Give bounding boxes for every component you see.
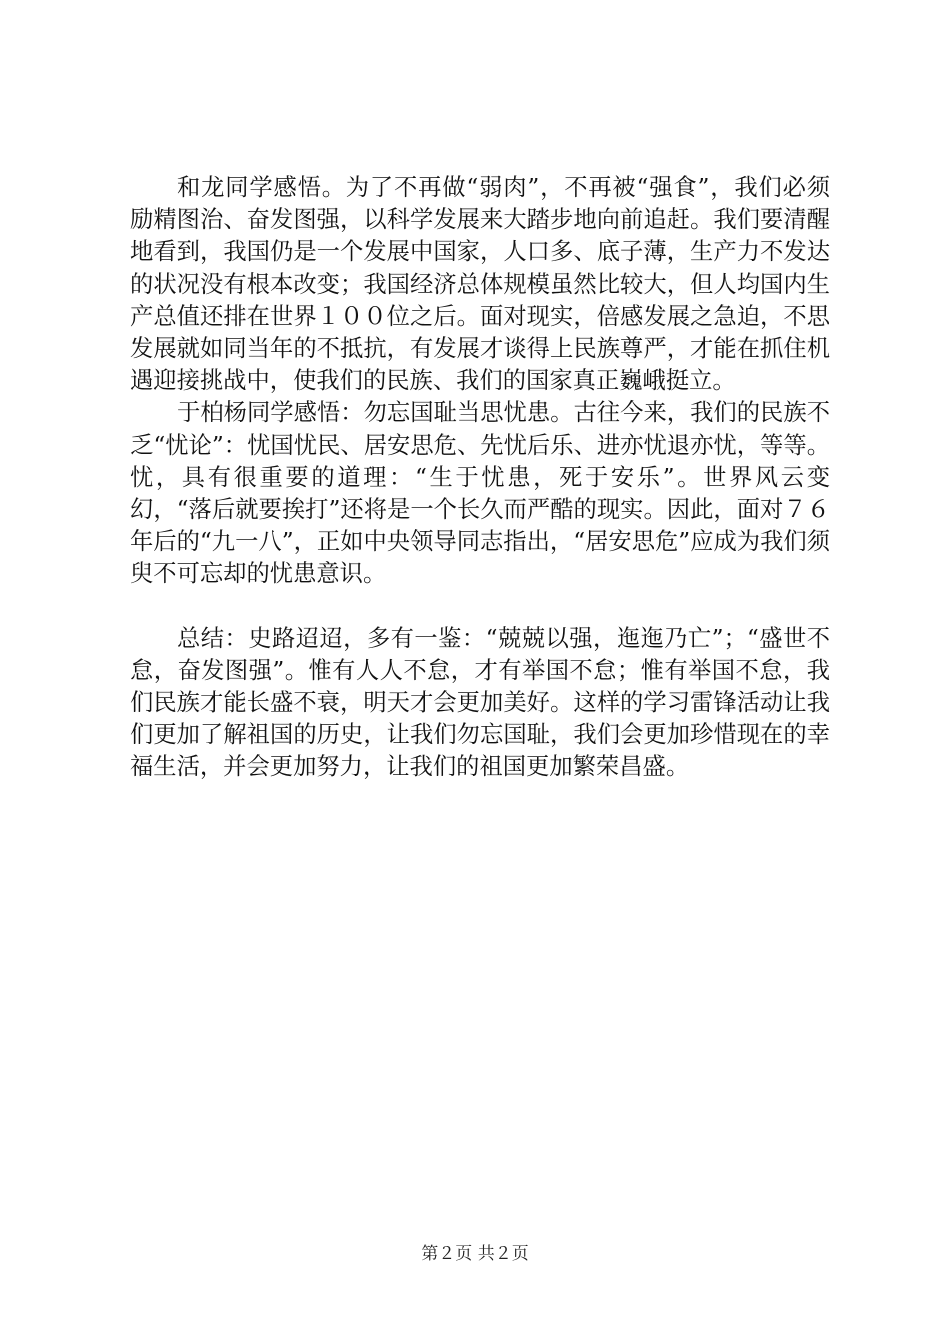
- paragraph-summary: 总结：史路迢迢，多有一鉴：“兢兢以强，迤迤乃亡”；“盛世不怠，奋发图强”。惟有人人不怠，才有举国不怠；惟有举国不怠，我们民族才能长盛不衰，明天才会更加美好。这样的学习雷锋活动让我们更加了解祖国的历史，让我们勿忘国耻，我们会更加珍惜现在的幸福生活，并会更加努力，让我们的祖国更加繁荣昌盛。: [130, 624, 830, 781]
- paragraph-he-long: 和龙同学感悟。为了不再做“弱肉”，不再被“强食”，我们必须励精图治、奋发图强，以科学发展来大踏步地向前追赶。我们要清醒地看到，我国仍是一个发展中国家，人口多、底子薄，生产力不发达的状况没有根本改变；我国经济总体规模虽然比较大，但人均国内生产总值还排在世界１００位之后。面对现实，倍感发展之急迫，不思发展就如同当年的不抵抗，有发展才谈得上民族尊严，才能在抓住机遇迎接挑战中，使我们的民族、我们的国家真正巍峨挺立。: [130, 174, 830, 395]
- paragraph-yu-baiyang: 于柏杨同学感悟：勿忘国耻当思忧患。古往今来，我们的民族不乏“忧论”：忧国忧民、居安思危、先忧后乐、进亦忧退亦忧，等等。忧，具有很重要的道理：“生于忧患，死于安乐”。世界风云变幻，“落后就要挨打”还将是一个长久而严酷的现实。因此，面对７６年后的“九一八”，正如中央领导同志指出，“居安思危”应成为我们须臾不可忘却的忧患意识。: [130, 399, 830, 588]
- paragraph-gap: [130, 591, 830, 623]
- page-number-footer: 第２页 共２页: [421, 1244, 529, 1264]
- document-body: [130, 172, 830, 784]
